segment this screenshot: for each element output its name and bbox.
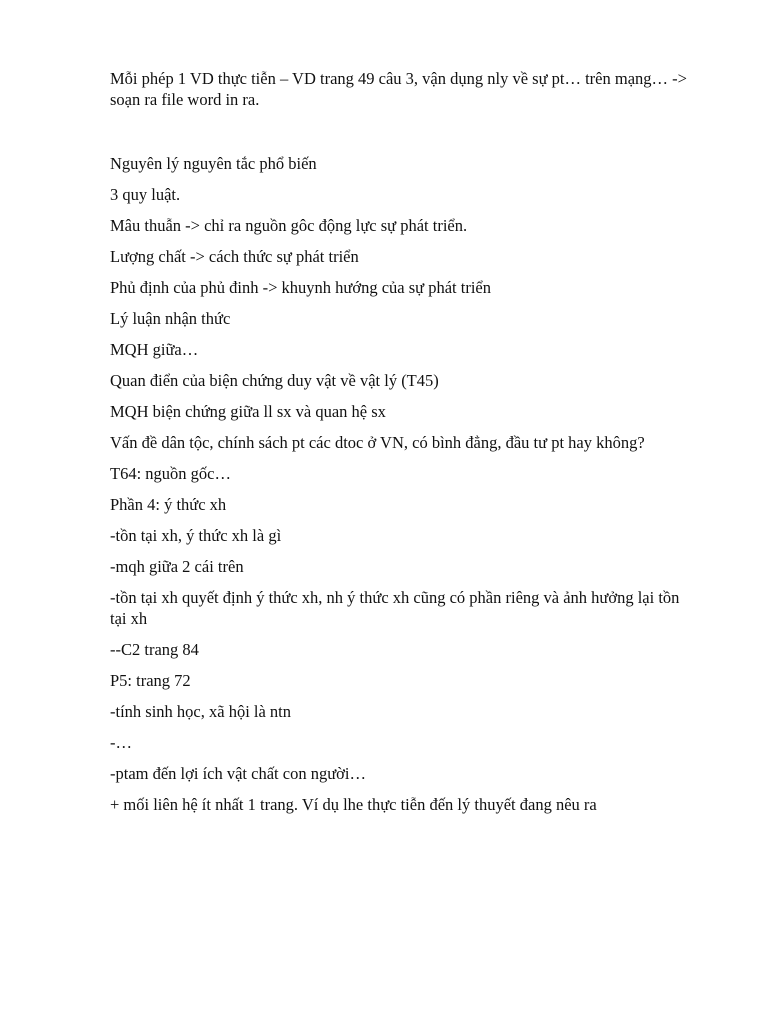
paragraph: Mâu thuẫn -> chỉ ra nguồn gôc động lực sự phát triển. — [110, 216, 468, 235]
paragraph: -mqh giữa 2 cái trên — [110, 557, 244, 576]
paragraph: Phần 4: ý thức xh — [110, 495, 227, 514]
paragraph: Lượng chất -> cách thức sự phát triển — [110, 247, 359, 266]
paragraph: -tồn tại xh quyết định ý thức xh, nh ý thức xh cũng có phần riêng và ảnh hưởng lại tồn tại xh — [110, 588, 680, 628]
paragraph-intro: Mỗi phép 1 VD thực tiễn – VD trang 49 câu 3, vận dụng nly về sự pt… trên mạng… -> soạn ra file word in ra. — [110, 69, 687, 109]
paragraph: 3 quy luật. — [110, 185, 181, 204]
paragraph: MQH biện chứng giữa ll sx và quan hệ sx — [110, 402, 386, 421]
paragraph: Vấn đề dân tộc, chính sách pt các dtoc ở VN, có bình đẳng, đầu tư pt hay không? — [110, 433, 645, 452]
paragraph: Phủ định của phủ đinh -> khuynh hướng của sự phát triển — [110, 278, 491, 297]
paragraph: P5: trang 72 — [110, 671, 191, 690]
paragraph: -… — [110, 733, 132, 752]
paragraph: -ptam đến lợi ích vật chất con người… — [110, 764, 366, 783]
paragraph: T64: nguồn gốc… — [110, 464, 231, 483]
paragraph: -tính sinh học, xã hội là ntn — [110, 702, 292, 721]
paragraph: Quan điển của biện chứng duy vật về vật lý (T45) — [110, 371, 439, 390]
paragraph: -tồn tại xh, ý thức xh là gì — [110, 526, 282, 545]
paragraph: --C2 trang 84 — [110, 640, 199, 659]
paragraph: + mối liên hệ ít nhất 1 trang. Ví dụ lhe thực tiễn đến lý thuyết đang nêu ra — [110, 795, 597, 814]
document-body — [110, 68, 690, 815]
paragraph: Lý luận nhận thức — [110, 309, 231, 328]
paragraph: MQH giữa… — [110, 340, 199, 359]
paragraph: Nguyên lý nguyên tắc phổ biến — [110, 154, 317, 173]
